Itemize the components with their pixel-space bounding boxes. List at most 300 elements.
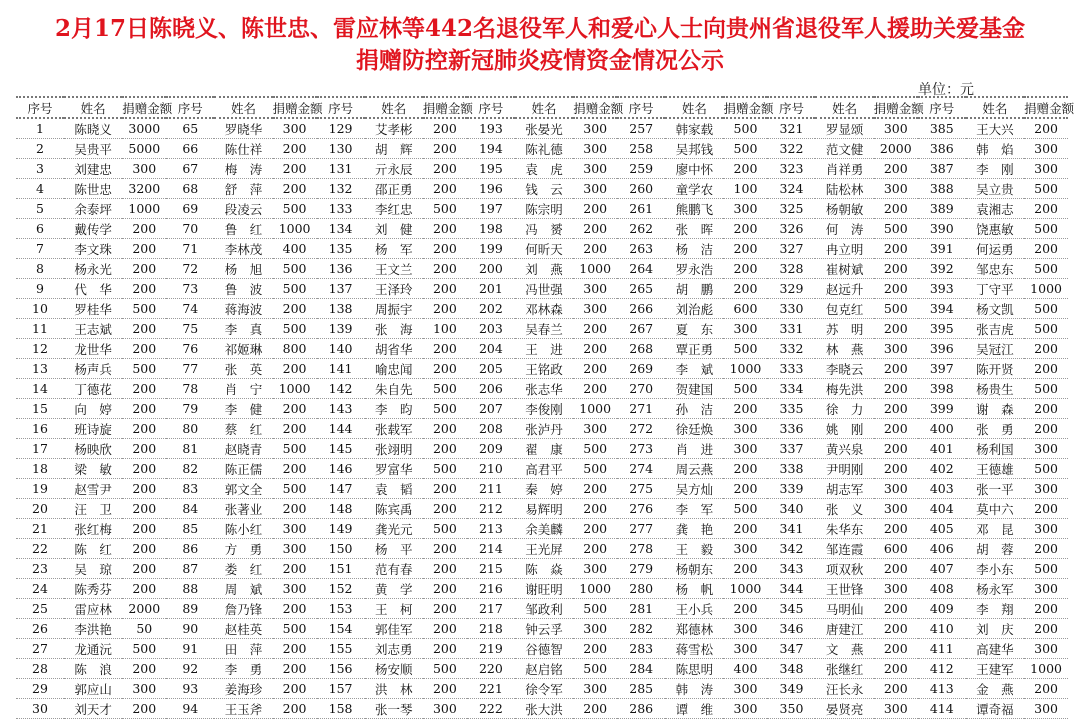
donor-number: 133 (317, 199, 365, 219)
donor-name: 鲁 红 (214, 219, 272, 239)
donor-number: 86 (166, 539, 214, 559)
donor-number: 136 (317, 259, 365, 279)
donor-number: 65 (166, 118, 214, 139)
donor-number: 10 (16, 299, 64, 319)
donation-amount: 300 (874, 499, 918, 519)
donation-amount: 200 (573, 199, 617, 219)
donation-amount: 2000 (122, 599, 166, 619)
header-amount: 捐赠金额 (1024, 97, 1068, 118)
donor-name: 邹忠东 (966, 259, 1024, 279)
donation-amount: 300 (723, 679, 767, 699)
donor-number: 19 (16, 479, 64, 499)
donation-amount: 1000 (1024, 279, 1068, 299)
table-row (16, 199, 1068, 219)
header-name: 姓名 (64, 97, 122, 118)
donor-name: 王大兴 (966, 118, 1024, 139)
donation-amount: 200 (122, 379, 166, 399)
donation-amount: 200 (1024, 599, 1068, 619)
donor-number: 6 (16, 219, 64, 239)
donor-number: 400 (918, 419, 966, 439)
donor-number: 143 (317, 399, 365, 419)
donation-amount: 200 (122, 319, 166, 339)
donor-number: 350 (767, 699, 815, 719)
header-no: 序号 (467, 97, 515, 118)
donation-amount: 300 (573, 679, 617, 699)
donation-amount: 200 (573, 499, 617, 519)
donor-number: 398 (918, 379, 966, 399)
donor-number: 276 (617, 499, 665, 519)
table-row (16, 679, 1068, 699)
donation-amount: 300 (874, 179, 918, 199)
donor-name: 崔树斌 (815, 259, 873, 279)
donor-name: 杨文凯 (966, 299, 1024, 319)
donor-name: 袁湘志 (966, 199, 1024, 219)
donor-name: 冉立明 (815, 239, 873, 259)
donor-name: 苏 明 (815, 319, 873, 339)
donor-number: 332 (767, 339, 815, 359)
donation-amount: 200 (874, 319, 918, 339)
donor-name: 文 燕 (815, 639, 873, 659)
header-name: 姓名 (515, 97, 573, 118)
donor-number: 203 (467, 319, 515, 339)
donor-name: 吴冠江 (966, 339, 1024, 359)
donor-name: 何 涛 (815, 219, 873, 239)
donor-number: 257 (617, 118, 665, 139)
donor-number: 199 (467, 239, 515, 259)
donation-amount: 300 (723, 619, 767, 639)
donation-amount: 300 (573, 299, 617, 319)
table-row (16, 639, 1068, 659)
donor-name: 肖 进 (665, 439, 723, 459)
donor-number: 90 (166, 619, 214, 639)
donor-number: 134 (317, 219, 365, 239)
donor-number: 77 (166, 359, 214, 379)
donor-number: 270 (617, 379, 665, 399)
donation-amount: 500 (122, 639, 166, 659)
donation-amount: 200 (874, 519, 918, 539)
donor-number: 13 (16, 359, 64, 379)
donation-amount: 200 (1024, 118, 1068, 139)
donation-amount: 300 (573, 139, 617, 159)
donor-name: 罗晓华 (214, 118, 272, 139)
donation-amount: 300 (1024, 479, 1068, 499)
donation-amount: 200 (874, 159, 918, 179)
donation-amount: 500 (1024, 299, 1068, 319)
donation-amount: 200 (122, 479, 166, 499)
donor-name: 刘志勇 (365, 639, 423, 659)
donation-amount: 200 (573, 239, 617, 259)
donor-name: 王 进 (515, 339, 573, 359)
donation-amount: 100 (423, 319, 467, 339)
table-row (16, 619, 1068, 639)
donation-amount: 500 (122, 359, 166, 379)
donation-amount: 200 (573, 479, 617, 499)
donor-name: 晏贤亮 (815, 699, 873, 719)
donor-name: 鲁 波 (214, 279, 272, 299)
donation-amount: 200 (1024, 539, 1068, 559)
donation-amount: 200 (423, 679, 467, 699)
donation-amount: 200 (273, 399, 317, 419)
donor-number: 403 (918, 479, 966, 499)
donation-amount: 200 (122, 459, 166, 479)
donor-name: 吴方灿 (665, 479, 723, 499)
donation-amount: 200 (723, 519, 767, 539)
donor-number: 401 (918, 439, 966, 459)
donor-name: 詹乃锋 (214, 599, 272, 619)
table-row (16, 519, 1068, 539)
donor-number: 155 (317, 639, 365, 659)
donation-amount: 200 (1024, 499, 1068, 519)
donation-amount: 500 (723, 139, 767, 159)
donor-name: 陈仕祥 (214, 139, 272, 159)
donor-number: 200 (467, 259, 515, 279)
donor-number: 273 (617, 439, 665, 459)
donor-name: 罗显颂 (815, 118, 873, 139)
donation-amount: 500 (1024, 459, 1068, 479)
donor-number: 219 (467, 639, 515, 659)
header-name: 姓名 (665, 97, 723, 118)
donation-amount: 200 (122, 699, 166, 719)
donation-amount: 200 (122, 439, 166, 459)
donor-number: 323 (767, 159, 815, 179)
table-row (16, 239, 1068, 259)
header-amount: 捐赠金额 (122, 97, 166, 118)
donor-name: 何昕天 (515, 239, 573, 259)
header-no: 序号 (918, 97, 966, 118)
donation-amount: 200 (874, 279, 918, 299)
header-amount: 捐赠金额 (723, 97, 767, 118)
donor-name: 雷应林 (64, 599, 122, 619)
donor-number: 23 (16, 559, 64, 579)
donation-amount: 200 (723, 279, 767, 299)
donor-number: 268 (617, 339, 665, 359)
donation-amount: 200 (1024, 359, 1068, 379)
donor-name: 陈晓义 (64, 118, 122, 139)
donor-number: 388 (918, 179, 966, 199)
donor-name: 艾孝彬 (365, 118, 423, 139)
donor-number: 25 (16, 599, 64, 619)
donation-amount: 500 (423, 399, 467, 419)
donation-amount: 200 (874, 559, 918, 579)
donor-name: 龚 艳 (665, 519, 723, 539)
donor-number: 24 (16, 579, 64, 599)
donor-number: 344 (767, 579, 815, 599)
donation-amount: 500 (723, 499, 767, 519)
donor-name: 罗永浩 (665, 259, 723, 279)
donor-name: 吴贵平 (64, 139, 122, 159)
donor-name: 刘天才 (64, 699, 122, 719)
table-row (16, 219, 1068, 239)
donation-amount: 500 (273, 199, 317, 219)
donation-amount: 200 (122, 659, 166, 679)
donation-amount: 200 (122, 339, 166, 359)
donation-amount: 200 (273, 659, 317, 679)
donor-number: 29 (16, 679, 64, 699)
donor-number: 284 (617, 659, 665, 679)
donation-amount: 200 (573, 379, 617, 399)
donation-amount: 200 (874, 199, 918, 219)
table-row (16, 118, 1068, 139)
donor-number: 79 (166, 399, 214, 419)
donor-name: 王建军 (966, 659, 1024, 679)
table-row (16, 599, 1068, 619)
donor-name: 李 翔 (966, 599, 1024, 619)
donor-name: 林 燕 (815, 339, 873, 359)
donor-number: 275 (617, 479, 665, 499)
donor-name: 陈小红 (214, 519, 272, 539)
donor-number: 413 (918, 679, 966, 699)
table-row (16, 319, 1068, 339)
donation-amount: 300 (273, 579, 317, 599)
donor-name: 谢旺明 (515, 579, 573, 599)
donor-number: 194 (467, 139, 515, 159)
donor-name: 姚 刚 (815, 419, 873, 439)
donation-amount: 300 (573, 118, 617, 139)
donation-amount: 200 (874, 679, 918, 699)
donor-name: 张晏光 (515, 118, 573, 139)
donation-amount: 500 (423, 659, 467, 679)
donor-name: 向 婷 (64, 399, 122, 419)
donation-amount: 300 (1024, 639, 1068, 659)
donor-name: 吴邦钱 (665, 139, 723, 159)
donor-name: 丁守平 (966, 279, 1024, 299)
table-row (16, 379, 1068, 399)
donation-amount: 1000 (122, 199, 166, 219)
donor-name: 张翊明 (365, 439, 423, 459)
table-row (16, 179, 1068, 199)
donation-amount: 200 (874, 399, 918, 419)
donor-name: 贺建国 (665, 379, 723, 399)
donation-amount: 200 (1024, 239, 1068, 259)
donor-name: 张一平 (966, 479, 1024, 499)
donation-amount: 500 (874, 299, 918, 319)
donation-amount: 300 (1024, 699, 1068, 719)
donor-number: 283 (617, 639, 665, 659)
donor-name: 袁 韬 (365, 479, 423, 499)
donation-amount: 3000 (122, 118, 166, 139)
donation-amount: 300 (723, 419, 767, 439)
donation-amount: 300 (1024, 139, 1068, 159)
donor-name: 代 华 (64, 279, 122, 299)
donation-amount: 1000 (723, 579, 767, 599)
donor-name: 张载军 (365, 419, 423, 439)
donor-name: 徐廷焕 (665, 419, 723, 439)
table-row (16, 279, 1068, 299)
donation-amount: 500 (1024, 179, 1068, 199)
donation-amount: 300 (723, 639, 767, 659)
donation-amount: 200 (423, 259, 467, 279)
donation-amount: 500 (423, 199, 467, 219)
donor-number: 4 (16, 179, 64, 199)
donor-name: 蒋雪松 (665, 639, 723, 659)
donor-number: 69 (166, 199, 214, 219)
donor-name: 陈 焱 (515, 559, 573, 579)
donor-number: 277 (617, 519, 665, 539)
donor-number: 93 (166, 679, 214, 699)
donor-name: 杨映欣 (64, 439, 122, 459)
donor-number: 30 (16, 699, 64, 719)
donor-name: 王玉斧 (214, 699, 272, 719)
donor-name: 杨声兵 (64, 359, 122, 379)
donor-number: 211 (467, 479, 515, 499)
donor-name: 汪长永 (815, 679, 873, 699)
donation-amount: 200 (874, 379, 918, 399)
donation-amount: 500 (273, 479, 317, 499)
donor-number: 9 (16, 279, 64, 299)
donor-name: 方 勇 (214, 539, 272, 559)
donor-name: 袁 虎 (515, 159, 573, 179)
donor-name: 李 军 (665, 499, 723, 519)
donor-name: 夏 东 (665, 319, 723, 339)
donor-name: 王志斌 (64, 319, 122, 339)
donation-amount: 200 (723, 479, 767, 499)
donation-amount: 500 (273, 259, 317, 279)
donor-name: 高建华 (966, 639, 1024, 659)
donation-amount: 200 (1024, 679, 1068, 699)
donor-name: 李 昀 (365, 399, 423, 419)
donor-number: 27 (16, 639, 64, 659)
donor-number: 87 (166, 559, 214, 579)
donor-name: 陈世忠 (64, 179, 122, 199)
donation-amount: 200 (122, 259, 166, 279)
donor-name: 邓林森 (515, 299, 573, 319)
donation-amount: 500 (1024, 379, 1068, 399)
donor-number: 154 (317, 619, 365, 639)
donation-amount: 200 (273, 419, 317, 439)
donor-number: 272 (617, 419, 665, 439)
donor-name: 李文珠 (64, 239, 122, 259)
donor-name: 易辉明 (515, 499, 573, 519)
donor-number: 207 (467, 399, 515, 419)
donor-name: 杨 帆 (665, 579, 723, 599)
donor-number: 348 (767, 659, 815, 679)
donor-number: 208 (467, 419, 515, 439)
donation-amount: 300 (122, 679, 166, 699)
donor-number: 260 (617, 179, 665, 199)
donor-name: 戴传学 (64, 219, 122, 239)
table-row (16, 159, 1068, 179)
donation-amount: 200 (273, 139, 317, 159)
donor-number: 156 (317, 659, 365, 679)
donor-name: 吴 琼 (64, 559, 122, 579)
donor-number: 73 (166, 279, 214, 299)
donor-name: 钱 云 (515, 179, 573, 199)
donor-name: 邵正勇 (365, 179, 423, 199)
donor-number: 390 (918, 219, 966, 239)
donation-amount: 500 (423, 519, 467, 539)
donor-name: 李林茂 (214, 239, 272, 259)
donor-name: 赵雪尹 (64, 479, 122, 499)
donor-name: 邹连霞 (815, 539, 873, 559)
donation-amount: 200 (573, 519, 617, 539)
donor-name: 黄 学 (365, 579, 423, 599)
donor-name: 冯世强 (515, 279, 573, 299)
donation-amount: 200 (423, 219, 467, 239)
donor-name: 张著业 (214, 499, 272, 519)
header-name: 姓名 (214, 97, 272, 118)
header-name: 姓名 (815, 97, 873, 118)
donor-number: 282 (617, 619, 665, 639)
donor-name: 姜海珍 (214, 679, 272, 699)
donor-number: 218 (467, 619, 515, 639)
donor-name: 张泸丹 (515, 419, 573, 439)
donation-amount: 300 (874, 579, 918, 599)
donor-number: 82 (166, 459, 214, 479)
donor-number: 3 (16, 159, 64, 179)
donation-amount: 300 (723, 199, 767, 219)
donor-name: 杨永光 (64, 259, 122, 279)
donor-name: 高君平 (515, 459, 573, 479)
donor-name: 陈礼德 (515, 139, 573, 159)
donor-name: 王铭政 (515, 359, 573, 379)
donor-name: 龚光元 (365, 519, 423, 539)
donation-amount: 200 (273, 299, 317, 319)
donation-amount: 200 (723, 259, 767, 279)
donor-number: 406 (918, 539, 966, 559)
donor-number: 397 (918, 359, 966, 379)
donation-amount: 300 (122, 159, 166, 179)
donor-name: 黄兴泉 (815, 439, 873, 459)
donor-name: 谷德智 (515, 639, 573, 659)
donation-amount: 200 (874, 659, 918, 679)
donor-number: 195 (467, 159, 515, 179)
donation-amount: 200 (423, 118, 467, 139)
donation-amount: 1000 (573, 259, 617, 279)
donor-number: 345 (767, 599, 815, 619)
header-name: 姓名 (365, 97, 423, 118)
donor-name: 杨利国 (966, 439, 1024, 459)
donation-amount: 500 (573, 599, 617, 619)
donor-number: 139 (317, 319, 365, 339)
donor-number: 331 (767, 319, 815, 339)
donation-amount: 500 (273, 279, 317, 299)
donor-name: 何运勇 (966, 239, 1024, 259)
donation-amount: 500 (573, 659, 617, 679)
donor-name: 李小东 (966, 559, 1024, 579)
donation-amount: 200 (573, 359, 617, 379)
donation-amount: 200 (122, 419, 166, 439)
donation-amount: 5000 (122, 139, 166, 159)
donor-number: 206 (467, 379, 515, 399)
donor-name: 吴立贵 (966, 179, 1024, 199)
donor-number: 279 (617, 559, 665, 579)
donor-number: 141 (317, 359, 365, 379)
donor-name: 张志华 (515, 379, 573, 399)
donor-number: 337 (767, 439, 815, 459)
donation-amount: 500 (874, 219, 918, 239)
donor-name: 范有春 (365, 559, 423, 579)
donation-amount: 200 (874, 599, 918, 619)
donor-name: 李 刚 (966, 159, 1024, 179)
donation-amount: 200 (122, 279, 166, 299)
donor-name: 陈秀芬 (64, 579, 122, 599)
donor-name: 陈宗明 (515, 199, 573, 219)
donation-amount: 500 (273, 439, 317, 459)
donation-amount: 300 (1024, 159, 1068, 179)
donation-amount: 500 (1024, 319, 1068, 339)
donor-name: 龙通沅 (64, 639, 122, 659)
table-row (16, 299, 1068, 319)
donor-name: 李 勇 (214, 659, 272, 679)
donor-number: 17 (16, 439, 64, 459)
donation-amount: 200 (273, 679, 317, 699)
donation-amount: 200 (423, 139, 467, 159)
donor-number: 66 (166, 139, 214, 159)
donor-number: 262 (617, 219, 665, 239)
donor-number: 385 (918, 118, 966, 139)
donor-name: 王文兰 (365, 259, 423, 279)
donor-name: 邹政利 (515, 599, 573, 619)
